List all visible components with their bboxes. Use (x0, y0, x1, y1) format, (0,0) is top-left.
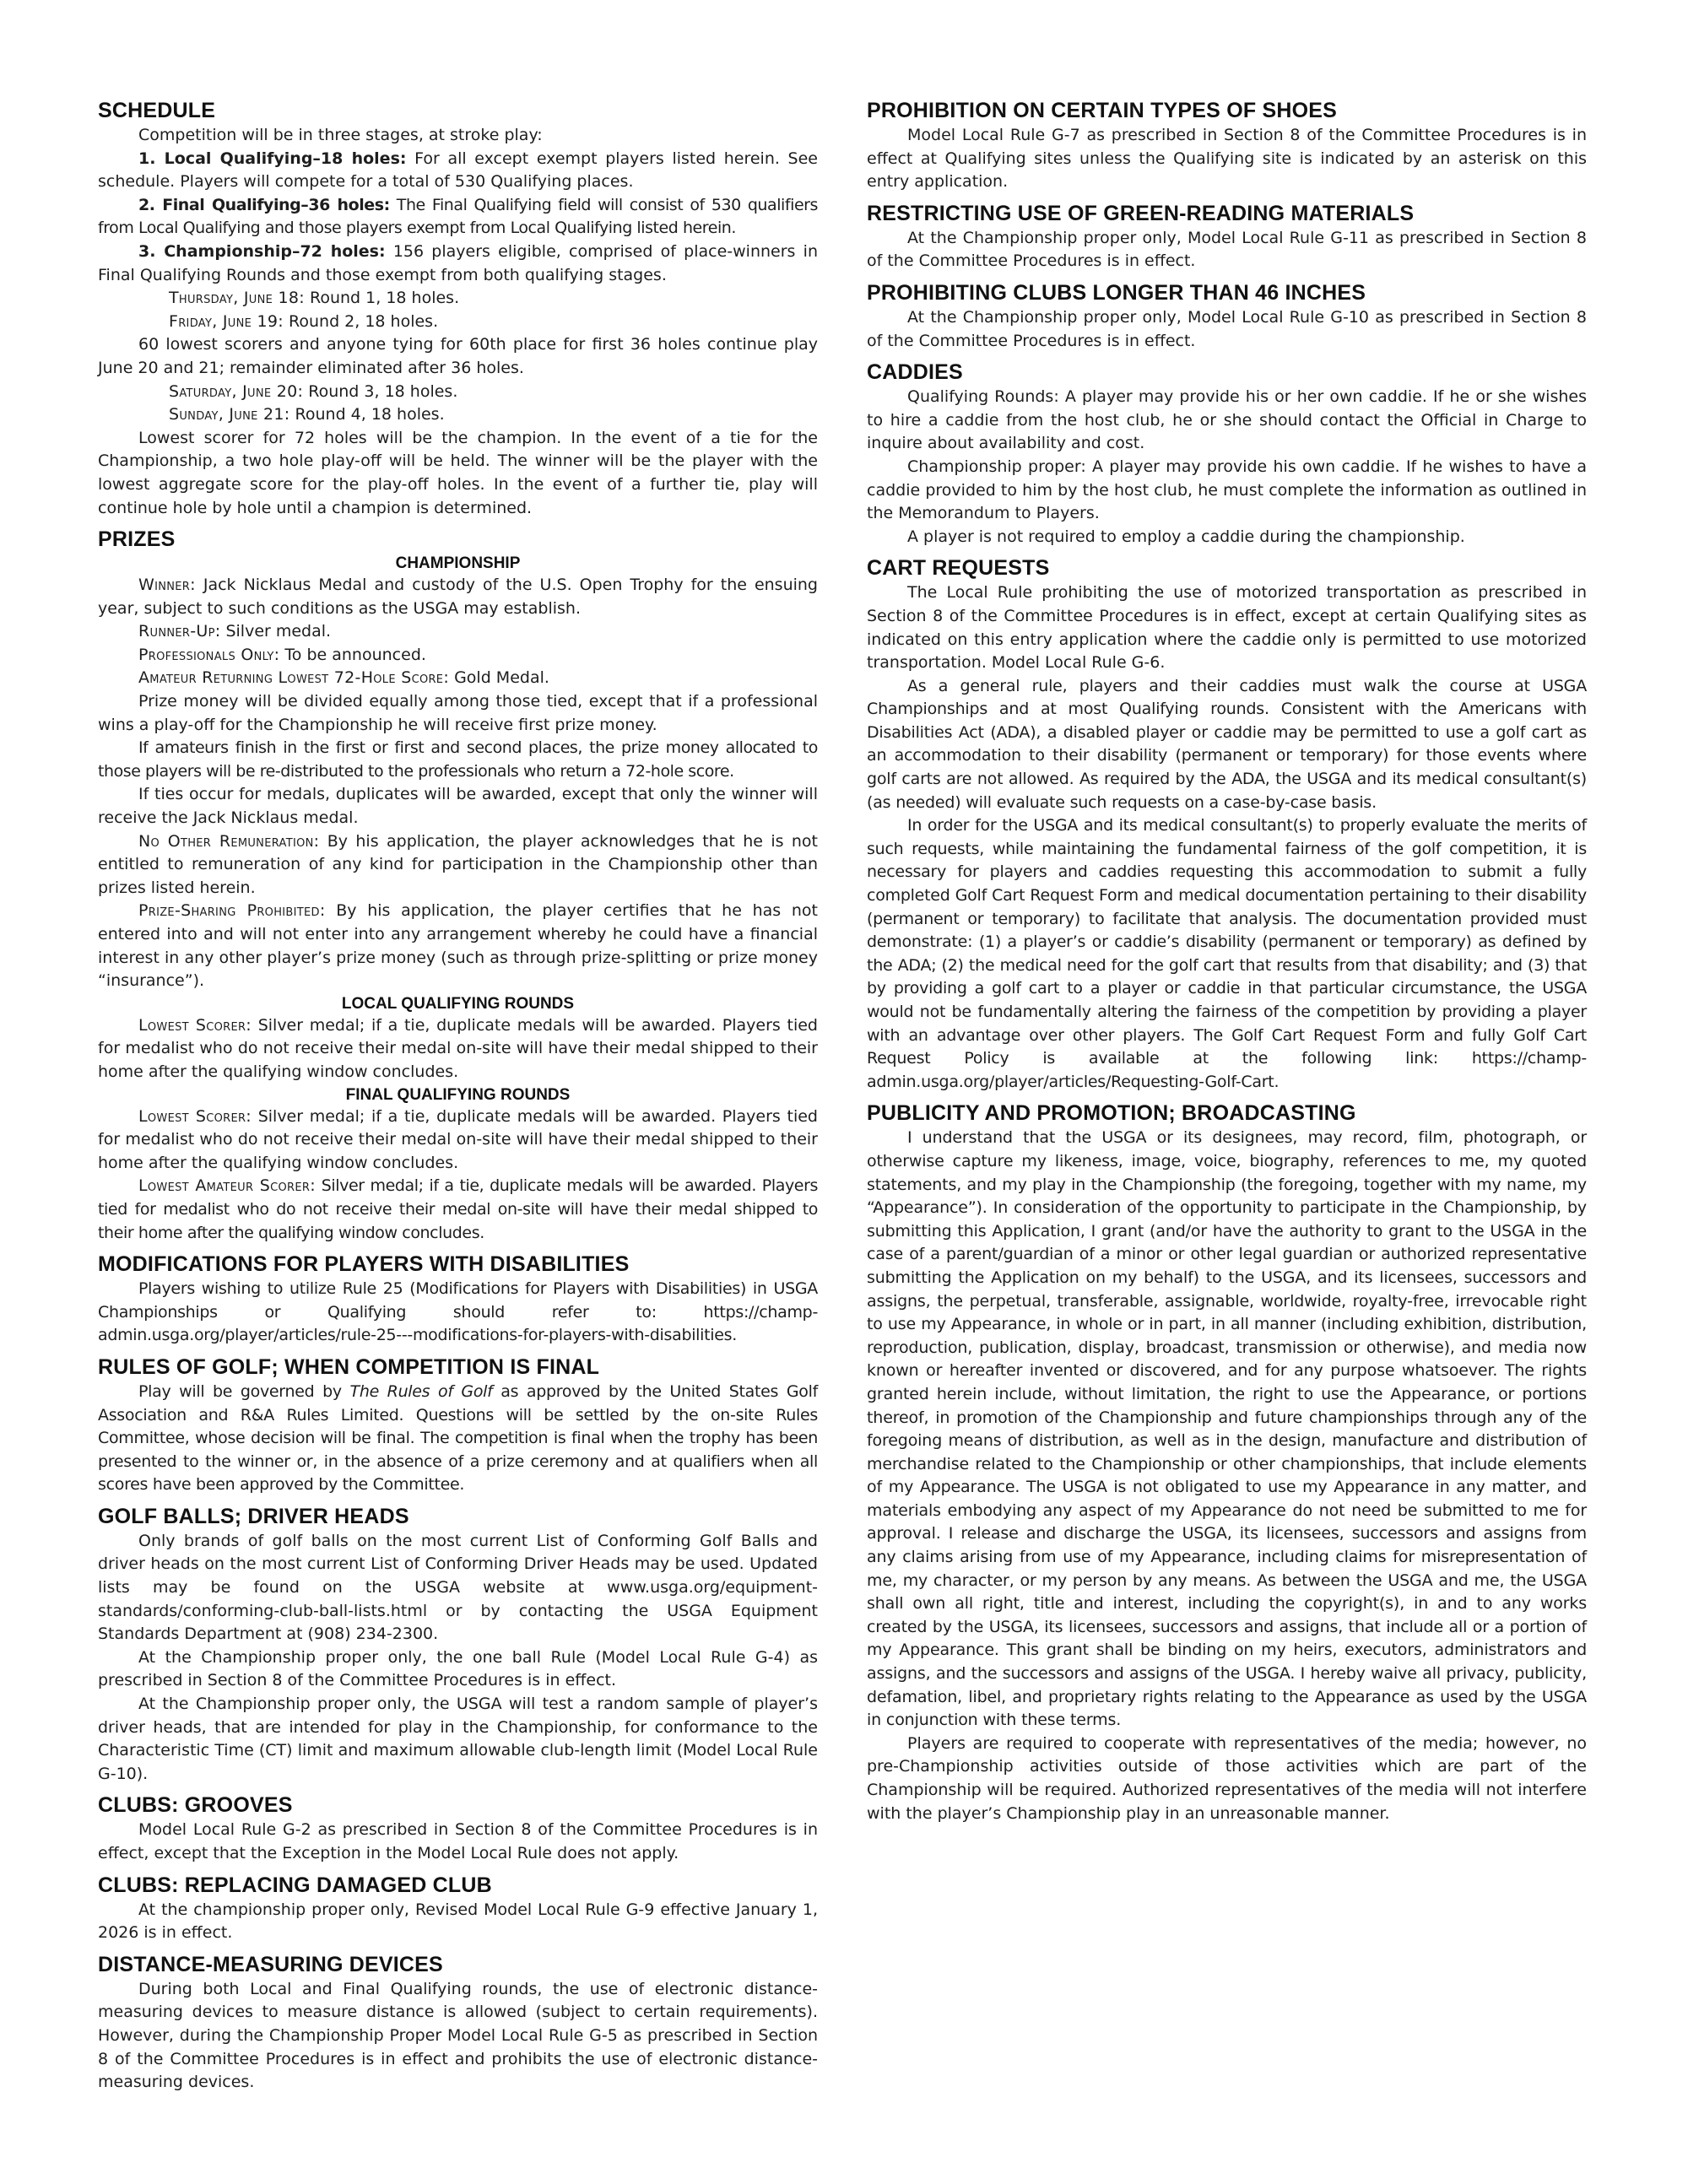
day-2-label: Friday, June 19: (169, 311, 284, 331)
schedule-day-1 (98, 287, 818, 311)
runner-up-label: Runner-Up: (138, 622, 221, 641)
schedule-stage-3 (98, 241, 818, 287)
prize-final-lowest (98, 1106, 818, 1176)
long-clubs-section (867, 280, 1587, 353)
schedule-intro: Competition will be in three stages, at stroke play: (138, 126, 543, 144)
stage-1-label: 1. Local Qualifying–18 holes: (138, 149, 407, 168)
green-reading-section (867, 201, 1587, 273)
damaged-club-text: At the championship proper only, Revised Model Local Rule G-9 effective January 1, 2026 is in effect. (98, 1900, 818, 1943)
final-qualifying-subheading: FINAL QUALIFYING ROUNDS (345, 1085, 571, 1104)
prize-runner-up (98, 620, 818, 644)
rules-text-b: as approved by the United States Golf Association and R&A Rules Limited. Questions will be settled by the on-site Rules Committee, whose decision will be final. The competition is final when the trophy has been presented to the winner or, in the absence of a prize ceremony and at qualifiers when all scores have been approved by the Committee. (98, 1381, 818, 1495)
caddies-section (867, 359, 1587, 549)
golf-balls-section (98, 1504, 818, 1787)
carts-p3: In order for the USGA and its medical consultant(s) to properly evaluate the merits of such requests, while maintaining the fundamental fairness of the golf competition, it is necessary for players and caddies requesting this accommodation to submit a fully completed Golf Cart Request Form and medical documentation pertaining to their disability (permanent or temporary) to facilitate that analysis. The documentation provided must demonstrate: (1) a player’s or caddie’s disability (permanent or temporary) as defined by the ADA; (2) the medical need for the golf cart that results from that disability; and (3) that by providing a golf cart to a player or caddie in that particular circumstance, the USGA would not be fundamentally altering the fairness of the competition by providing a player with an advantage over other players. The Golf Cart Request Form and fully Golf Cart Request Policy is available at the following link: https://champ-admin.usga.org/player/articles/Requesting-Golf-Cart. (867, 816, 1587, 1091)
prize-local-lowest (98, 1014, 818, 1084)
golf-balls-heading: GOLF BALLS; DRIVER HEADS (98, 1504, 409, 1528)
prize-no-remuneration (98, 830, 818, 900)
prize-amateurs-finish: If amateurs finish in the first or first and second places, the prize money allocated to those players will be re-distributed to the professionals who return a 72-hole score. (98, 738, 818, 781)
prize-winner (98, 574, 818, 620)
schedule-champion: Lowest scorer for 72 holes will be the champion. In the event of a tie for the Championship, a two hole play-off will be held. The winner will be the player with the lowest aggregate score for the play-off holes. In the event of a further tie, play will continue hole by hole until a champion is determined. (98, 428, 818, 517)
winner-label: Winner: (138, 576, 196, 595)
publicity-section (867, 1100, 1587, 1825)
prize-final-amateur (98, 1175, 818, 1245)
damaged-club-heading: CLUBS: REPLACING DAMAGED CLUB (98, 1873, 492, 1897)
day-4-text: Round 4, 18 holes. (289, 405, 445, 424)
sharing-label: Prize-Sharing Prohibited: (138, 901, 326, 921)
local-qualifying-subheading: LOCAL QUALIFYING ROUNDS (341, 994, 575, 1013)
local-lowest-label: Lowest Scorer: (138, 1015, 252, 1035)
grooves-heading: CLUBS: GROOVES (98, 1793, 293, 1818)
schedule-day-4 (98, 403, 818, 427)
green-reading-text: At the Championship proper only, Model Local Rule G-11 as prescribed in Section 8 of the Committee Procedures is in effect. (867, 228, 1587, 271)
prize-ties-medals: If ties occur for medals, duplicates will be awarded, except that only the winner will receive the Jack Nicklaus medal. (98, 785, 818, 828)
shoes-heading: PROHIBITION ON CERTAIN TYPES OF SHOES (867, 99, 1337, 122)
no-remuneration-label: No Other Remuneration: (138, 831, 320, 851)
golf-balls-p1: Only brands of golf balls on the most current List of Conforming Golf Balls and driver heads on the most current List of Conforming Driver Heads may be used. Updated lists may be found on the USGA website at www.usga.org/equipment-standards/conforming-club-ball-lists.html or by contacting the USGA Equipment Standards Department at (908) 234-2300. (98, 1531, 818, 1644)
disabilities-text: Players wishing to utilize Rule 25 (Modifications for Players with Disabilities) in USGA Championships or Qualifying should refer to: https://champ-admin.usga.org/player/articles/rule-25---modifications-for-players-with-disabilities. (98, 1279, 818, 1345)
amateur-label: Amateur Returning Lowest 72-Hole Score: (138, 668, 450, 688)
amateur-text: Gold Medal. (449, 668, 549, 688)
final-amateur-text: Silver medal; if a tie, duplicate medals will be awarded. Players tied for medalist who do not receive their medal on-site will have their medal shipped to their home after the qualifying window concludes. (98, 1176, 818, 1242)
prizes-heading: PRIZES (98, 527, 176, 552)
publicity-heading: PUBLICITY AND PROMOTION; BROADCASTING (867, 1101, 1356, 1126)
prize-money: Prize money will be divided equally among those tied, except that if a professional wins a play-off for the Championship he will receive first prize money. (98, 692, 818, 734)
carts-heading: CART REQUESTS (867, 556, 1050, 581)
stage-3-label: 3. Championship–72 holes: (138, 241, 386, 261)
rules-text-a: Play will be governed by (138, 1381, 350, 1401)
shoes-section (867, 98, 1587, 194)
left-column (98, 98, 818, 2184)
runner-up-text: Silver medal. (220, 622, 332, 641)
caddies-p3: A player is not required to employ a caddie during the championship. (907, 527, 1465, 546)
damaged-club-section (98, 1873, 818, 1945)
long-clubs-heading: PROHIBITING CLUBS LONGER THAN 46 INCHES (867, 280, 1366, 305)
final-amateur-label: Lowest Amateur Scorer: (138, 1176, 316, 1196)
day-1-text: Round 1, 18 holes. (304, 289, 460, 308)
no-remuneration-text: By his application, the player acknowledges that he is not entitled to remuneration of any kind for participation in the Championship other than prizes listed herein. (98, 831, 819, 897)
schedule-day-2 (98, 311, 818, 334)
disabilities-section (98, 1251, 818, 1348)
prize-sharing-prohibited (98, 900, 818, 992)
prize-amateur (98, 667, 818, 690)
stage-1-text: For all except exempt players listed herein. See schedule. Players will compete for a total of 530 Qualifying places. (98, 149, 818, 192)
caddies-p2: Championship proper: A player may provide his own caddie. If he wishes to have a caddie provided to him by the host club, he must complete the information as outlined in the Memorandum to Players. (867, 457, 1587, 523)
schedule-day-3 (98, 381, 818, 404)
grooves-text: Model Local Rule G-2 as prescribed in Section 8 of the Committee Procedures is in effect, except that the Exception in the Model Local Rule does not apply. (98, 1820, 818, 1862)
stage-3-text: 156 players eligible, comprised of place-winners in Final Qualifying Rounds and those exempt from both qualifying stages. (98, 241, 818, 284)
winner-text: Jack Nicklaus Medal and custody of the U.S. Open Trophy for the ensuing year, subject to such conditions as the USGA may establish. (98, 576, 818, 618)
caddies-heading: CADDIES (867, 360, 963, 385)
carts-section (867, 555, 1587, 1094)
rules-text (98, 1381, 818, 1497)
day-1-label: Thursday, June 18: (169, 289, 305, 308)
grooves-section (98, 1792, 818, 1865)
right-column (867, 98, 1587, 2184)
golf-balls-p3: At the Championship proper only, the USGA will test a random sample of player’s driver heads, that are intended for play in the Championship, for conformance to the Characteristic Time (CT) limit and maximum allowable club-length limit (Model Local Rule G-10). (98, 1695, 818, 1783)
professionals-label: Professionals Only: (138, 645, 280, 664)
rules-of-golf-title: The Rules of Golf (349, 1381, 493, 1401)
championship-subheading: CHAMPIONSHIP (395, 554, 521, 573)
rules-heading: RULES OF GOLF; WHEN COMPETITION IS FINAL (98, 1354, 600, 1379)
sharing-text: By his application, the player certifies that he has not entered into and will not enter into any arrangement whereby he could have a financial interest in any other player’s prize money (such as through prize-splitting or prize money “insurance”). (98, 901, 818, 991)
rules-section (98, 1354, 818, 1497)
caddies-p1: Qualifying Rounds: A player may provide his or her own caddie. If he or she wishes to hire a caddie from the host club, he or she should contact the Official in Charge to inquire about availability and cost. (867, 387, 1587, 453)
green-reading-heading: RESTRICTING USE OF GREEN-READING MATERIALS (867, 201, 1415, 225)
schedule-cut: 60 lowest scorers and anyone tying for 60th place for first 36 holes continue play June 20 and 21; remainder eliminated after 36 holes. (98, 335, 818, 377)
prizes-section (98, 527, 818, 1245)
prize-professionals (98, 644, 818, 668)
publicity-p2: Players are required to cooperate with representatives of the media; however, no pre-Championship activities outside of those activities which are part of the Championship will be required. Authorized representatives of the media will not interfere with the player’s Championship play in an unreasonable manner. (867, 1733, 1587, 1823)
stage-2-label: 2. Final Qualifying–36 holes: (138, 195, 390, 214)
dmd-section (98, 1952, 818, 2095)
dmd-heading: DISTANCE-MEASURING DEVICES (98, 1952, 443, 1976)
shoes-text: Model Local Rule G-7 as prescribed in Section 8 of the Committee Procedures is in effect at Qualifying sites unless the Qualifying site is indicated by an asterisk on this entry application. (867, 126, 1587, 192)
schedule-stage-1 (98, 148, 818, 194)
day-2-text: Round 2, 18 holes. (283, 311, 439, 331)
day-3-text: Round 3, 18 holes. (303, 381, 458, 401)
golf-balls-p2: At the Championship proper only, the one ball Rule (Model Local Rule G-4) as prescribed in Section 8 of the Committee Procedures is in effect. (98, 1647, 818, 1690)
day-3-label: Saturday, June 20: (169, 381, 304, 401)
schedule-stage-2 (98, 194, 818, 241)
schedule-heading: SCHEDULE (98, 99, 216, 122)
final-lowest-text: Silver medal; if a tie, duplicate medals will be awarded. Players tied for medalist who do not receive their medal on-site will have their medal shipped to their home after the qualifying window concludes. (98, 1106, 818, 1172)
carts-p2: As a general rule, players and their caddies must walk the course at USGA Championships and at most Qualifying rounds. Consistent with the Americans with Disabilities Act (ADA), a disabled player or caddie may be permitted to use a golf cart as an accommodation to their disability (permanent or temporary) for those events where golf carts are not allowed. As required by the ADA, the USGA and its medical consultant(s) (as needed) will evaluate such requests on a case-by-case basis. (867, 676, 1587, 812)
carts-p1: The Local Rule prohibiting the use of motorized transportation as prescribed in Section 8 of the Committee Procedures is in effect, except at certain Qualifying sites as indicated on this entry application where the caddie only is permitted to use motorized transportation. Model Local Rule G-6. (867, 583, 1587, 673)
dmd-text: During both Local and Final Qualifying rounds, the use of electronic distance-measuring devices to measure distance is allowed (subject to certain requirements). However, during the Championship Proper Model Local Rule G-5 as prescribed in Section 8 of the Committee Procedures is in effect and prohibits the use of electronic distance-measuring devices. (98, 1979, 818, 2092)
day-4-label: Sunday, June 21: (169, 405, 290, 424)
professionals-text: To be announced. (279, 645, 426, 664)
publicity-p1: I understand that the USGA or its designees, may record, film, photograph, or otherwise capture my likeness, image, voice, biography, references to me, my quoted statements, and my play in the Championship (the foregoing, together with my name, my “Appearance”). In consideration of the opportunity to participate in the Championship, by submitting this Application, I grant (and/or have the authority to grant to the USGA in the case of a parent/guardian of a minor or other legal guardian or authorized representative submitting the Application on my behalf) to the USGA, and its licensees, successors and assigns, the perpetual, transferable, assignable, worldwide, royalty-free, irrevocable right to use my Appearance, in whole or in part, in all manner (including exhibition, distribution, reproduction, publication, display, broadcast, transmission or otherwise), and media now known or hereafter invented or discovered, and for any purpose whatsoever. The rights granted herein include, without limitation, the right to use the Appearance, or portions thereof, in promotion of the Championship and future championships through any of the foregoing means of distribution, as well as in the design, manufacture and distribution of merchandise related to the Championship or other championships, that include elements of my Appearance. The USGA is not obligated to use my Appearance in any matter, and materials embodying any aspect of my Appearance do not need be submitted to me for approval. I release and discharge the USGA, its licensees, successors and assigns from any claims arising from use of my Appearance, including claims for misrepresentation of me, my character, or my person by any means. As between the USGA and me, the USGA shall own all right, title and interest, including the copyright(s), in and to any works created by the USGA, its licensees, successors and assigns, that include all or a portion of my Appearance. This grant shall be binding on my heirs, executors, administrators and assigns, and the successors and assigns of the USGA. I hereby waive all privacy, publicity, defamation, libel, and proprietary rights relating to the Appearance as used by the USGA in conjunction with these terms. (867, 1128, 1587, 1730)
final-lowest-label: Lowest Scorer: (138, 1106, 252, 1126)
local-lowest-text: Silver medal; if a tie, duplicate medals will be awarded. Players tied for medalist who do not receive their medal on-site will have their medal shipped to their home after the qualifying window concludes. (98, 1015, 818, 1081)
stage-2-text: The Final Qualifying field will consist of 530 qualifiers from Local Qualifying and those players exempt from Local Qualifying listed herein. (98, 195, 818, 238)
schedule-section (98, 98, 818, 520)
long-clubs-text: At the Championship proper only, Model Local Rule G-10 as prescribed in Section 8 of the Committee Procedures is in effect. (867, 307, 1587, 350)
disabilities-heading: MODIFICATIONS FOR PLAYERS WITH DISABILITIES (98, 1252, 630, 1277)
